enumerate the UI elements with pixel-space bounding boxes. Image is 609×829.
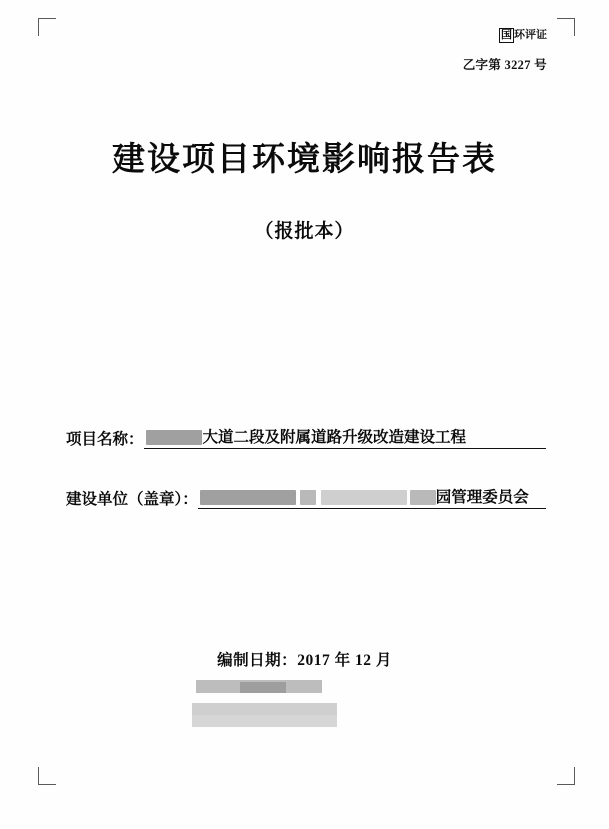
compile-date-label: 编制日期： bbox=[217, 652, 298, 669]
field-construction-unit-value-wrap bbox=[198, 485, 546, 509]
certification-mark bbox=[499, 28, 547, 43]
certification-number: 乙字第 3227 号 bbox=[462, 58, 547, 72]
crop-mark-bottom-right bbox=[557, 767, 575, 785]
crop-mark-top-right bbox=[557, 18, 575, 36]
certification-mark-text: 环评证 bbox=[514, 29, 547, 41]
field-construction-unit bbox=[66, 485, 546, 509]
redaction-block-unit-1 bbox=[200, 490, 296, 505]
field-project-name-value-wrap bbox=[144, 425, 546, 449]
redaction-block-footer-3 bbox=[192, 703, 337, 715]
crop-mark-top-left bbox=[38, 18, 56, 36]
redaction-block-project-name bbox=[146, 430, 202, 445]
redaction-block-unit-2 bbox=[300, 490, 316, 505]
field-construction-unit-value: 园管理委员会 bbox=[435, 489, 529, 506]
redaction-block-unit-3 bbox=[321, 490, 407, 505]
redaction-block-unit-4 bbox=[410, 490, 436, 505]
compile-date-value: 2017 年 12 月 bbox=[297, 652, 392, 669]
page-title: 建设项目环境影响报告表 bbox=[112, 142, 497, 178]
redaction-block-footer-4 bbox=[192, 715, 337, 727]
compile-date bbox=[0, 648, 609, 670]
crop-mark-bottom-left bbox=[38, 767, 56, 785]
page-subtitle: （报批本） bbox=[254, 221, 355, 242]
redaction-block-footer-2 bbox=[240, 682, 286, 693]
field-project-name-value: 大道二段及附属道路升级改造建设工程 bbox=[202, 429, 467, 446]
field-project-name-label: 项目名称： bbox=[66, 431, 144, 448]
certification-boxed-char: 国 bbox=[501, 29, 512, 41]
field-construction-unit-label: 建设单位（盖章）： bbox=[66, 491, 198, 508]
field-project-name bbox=[66, 425, 546, 449]
